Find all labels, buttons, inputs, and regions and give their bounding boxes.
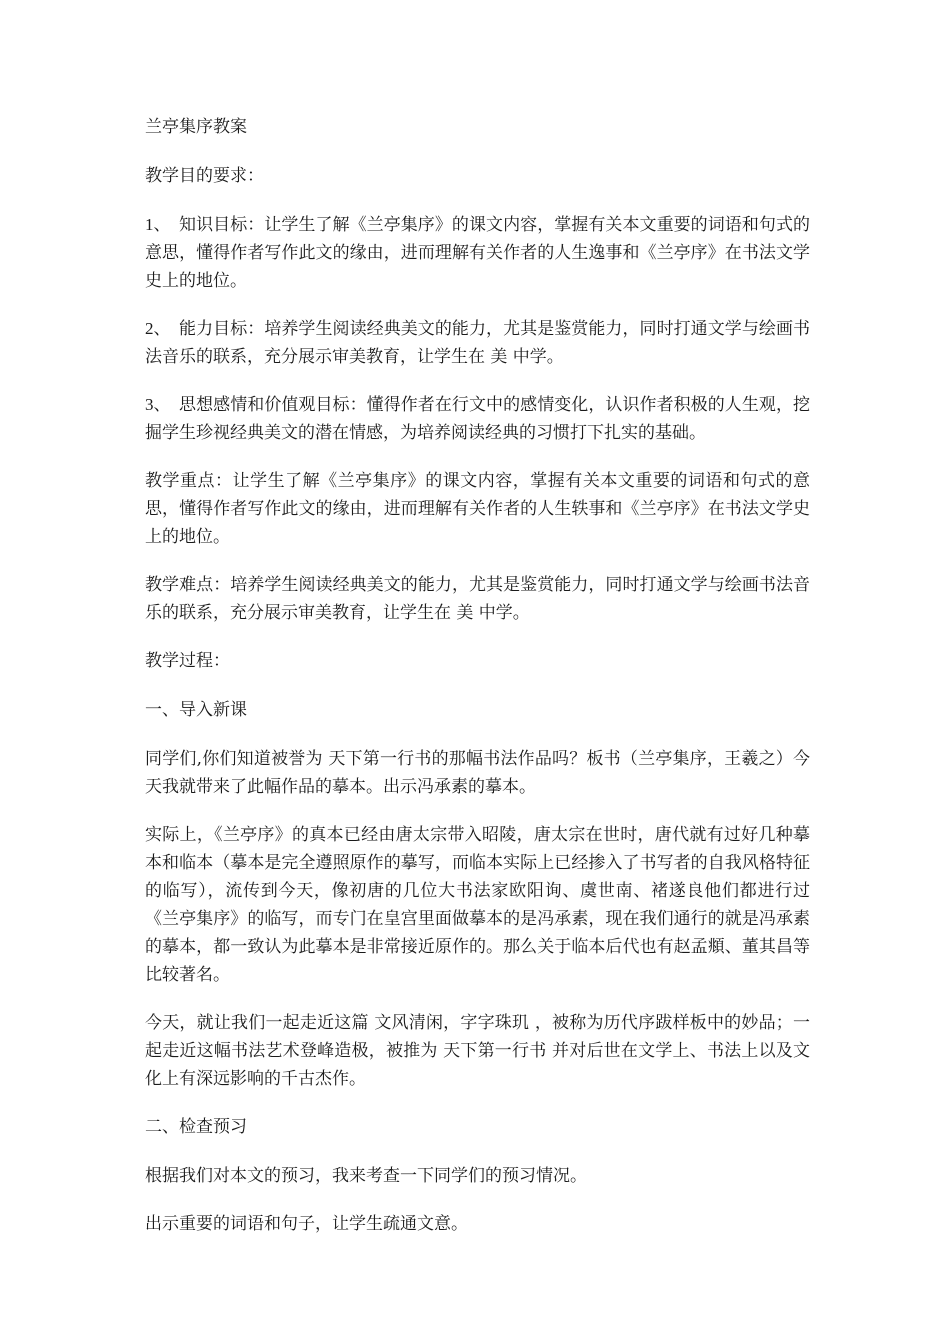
objective-item-1 [145, 211, 810, 295]
objective-text: 知识目标：让学生了解《兰亭集序》的课文内容，掌握有关本文重要的词语和句式的意思，懂得作者写作此文的缘由，进而理解有关作者的人生逸事和《兰亭序》在书法文学史上的地位。 [145, 215, 810, 291]
section-1-paragraph-3: 今天，就让我们一起走近这篇 文风清闲，字字珠玑 ，被称为历代序跋样板中的妙品；一起走近这幅书法艺术登峰造极，被推为 天下第一行书 并对后世在文学上、书法上以及文化上有深远影响的千古杰作。 [145, 1013, 810, 1089]
objective-text: 能力目标：培养学生阅读经典美文的能力，尤其是鉴赏能力，同时打通文学与绘画书法音乐的联系，充分展示审美教育，让学生在 美 中学。 [145, 319, 810, 367]
document-page [145, 113, 810, 1258]
section-2-paragraph-1: 根据我们对本文的预习，我来考查一下同学们的预习情况。 [145, 1166, 587, 1186]
objective-number: 1、 [145, 215, 171, 234]
process-heading: 教学过程： [145, 651, 230, 671]
objective-number: 3、 [145, 395, 171, 414]
section-2-paragraph-2: 出示重要的词语和句子，让学生疏通文意。 [145, 1214, 468, 1234]
difficulty-paragraph: 教学难点：培养学生阅读经典美文的能力，尤其是鉴赏能力，同时打通文学与绘画书法音乐的联系，充分展示审美教育，让学生在 美 中学。 [145, 575, 810, 623]
objective-item-3 [145, 391, 810, 447]
objective-text: 思想感情和价值观目标：懂得作者在行文中的感情变化，认识作者积极的人生观，挖掘学生珍视经典美文的潜在情感，为培养阅读经典的习惯打下扎实的基础。 [145, 395, 810, 443]
objective-item-2 [145, 315, 810, 371]
objective-number: 2、 [145, 319, 171, 338]
section-1-heading: 一、导入新课 [145, 700, 247, 720]
objectives-heading: 教学目的要求： [145, 166, 264, 186]
section-2-heading: 二、检查预习 [145, 1117, 247, 1137]
key-point-paragraph: 教学重点：让学生了解《兰亭集序》的课文内容，掌握有关本文重要的词语和句式的意思，懂得作者写作此文的缘由，进而理解有关作者的人生轶事和《兰亭序》在书法文学史上的地位。 [145, 471, 810, 547]
section-1-paragraph-1: 同学们,你们知道被誉为 天下第一行书的那幅书法作品吗？板书（兰亭集序，王羲之）今天我就带来了此幅作品的摹本。出示冯承素的摹本。 [145, 749, 810, 797]
document-title: 兰亭集序教案 [145, 117, 247, 137]
section-1-paragraph-2: 实际上，《兰亭序》的真本已经由唐太宗带入昭陵，唐太宗在世时，唐代就有过好几种摹本和临本（摹本是完全遵照原作的摹写，而临本实际上已经掺入了书写者的自我风格特征的临写），流传到今天，像初唐的几位大书法家欧阳询、虞世南、褚遂良他们都进行过《兰亭集序》的临写，而专门在皇宫里面做摹本的是冯承素，现在我们通行的就是冯承素的摹本，都一致认为此摹本是非常接近原作的。那么关于临本后代也有赵孟頫、董其昌等比较著名。 [145, 825, 810, 985]
